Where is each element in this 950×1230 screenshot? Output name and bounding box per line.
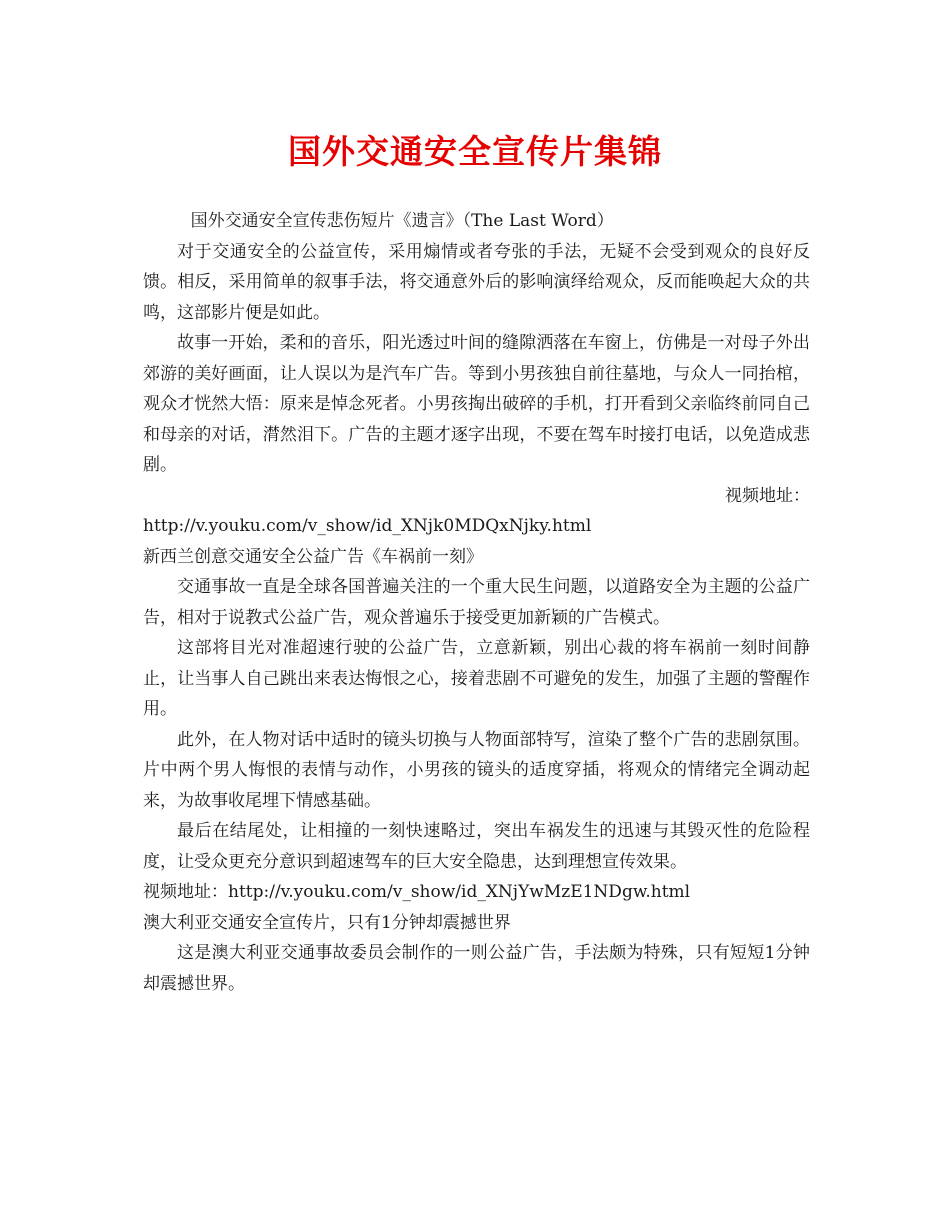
paragraph: 这是澳大利亚交通事故委员会制作的一则公益广告，手法颇为特殊，只有短短1分钟却震撼世界。 bbox=[143, 943, 810, 994]
section-heading-new-zealand: 新西兰创意交通安全公益广告《车祸前一刻》 bbox=[143, 546, 483, 567]
paragraph: 最后在结尾处，让相撞的一刻快速略过，突出车祸发生的迅速与其毁灭性的危险程度，让受众更充分意识到超速驾车的巨大安全隐患，达到理想宣传效果。 bbox=[143, 821, 810, 872]
paragraph: 这部将目光对准超速行驶的公益广告，立意新颖，别出心裁的将车祸前一刻时间静止，让当事人自己跳出来表达悔恨之心，接着悲剧不可避免的发生，加强了主题的警醒作用。 bbox=[143, 638, 810, 719]
video-link[interactable]: http://v.youku.com/v_show/id_XNjk0MDQxNjky.html bbox=[143, 516, 592, 536]
paragraph: 此外，在人物对话中适时的镜头切换与人物面部特写，渲染了整个广告的悲剧氛围。片中两个男人悔恨的表情与动作，小男孩的镜头的适度穿插，将观众的情绪完全调动起来，为故事收尾埋下情感基础。 bbox=[143, 729, 810, 811]
paragraph: 故事一开始，柔和的音乐，阳光透过叶间的缝隙洒落在车窗上，仿佛是一对母子外出郊游的美好画面，让人误以为是汽车广告。等到小男孩独自前往墓地，与众人一同抬棺，观众才恍然大悟：原来是悼念死者。小男孩掏出破碎的手机，打开看到父亲临终前同自己和母亲的对话，潸然泪下。广告的主题才逐字出现，不要在驾车时接打电话，以免造成悲剧。 bbox=[143, 333, 810, 475]
section-heading-australia: 澳大利亚交通安全宣传片，只有1分钟却震撼世界 bbox=[143, 912, 511, 933]
video-link[interactable]: 视频地址：http://v.youku.com/v_show/id_XNjYwMzE1NDgw.html bbox=[143, 882, 691, 902]
video-address-label: 视频地址： bbox=[725, 485, 810, 506]
document-body bbox=[143, 206, 810, 999]
paragraph: 交通事故一直是全球各国普遍关注的一个重大民生问题，以道路安全为主题的公益广告，相对于说教式公益广告，观众普遍乐于接受更加新颖的广告模式。 bbox=[143, 577, 810, 628]
document-title: 国外交通安全宣传片集锦 bbox=[288, 132, 662, 171]
paragraph: 对于交通安全的公益宣传，采用煽情或者夸张的手法，无疑不会受到观众的良好反馈。相反，采用简单的叙事手法，将交通意外后的影响演绎给观众，反而能唤起大众的共鸣，这部影片便是如此。 bbox=[143, 241, 810, 323]
section-heading-last-word: 国外交通安全宣传悲伤短片《遗言》（The Last Word） bbox=[190, 211, 614, 231]
